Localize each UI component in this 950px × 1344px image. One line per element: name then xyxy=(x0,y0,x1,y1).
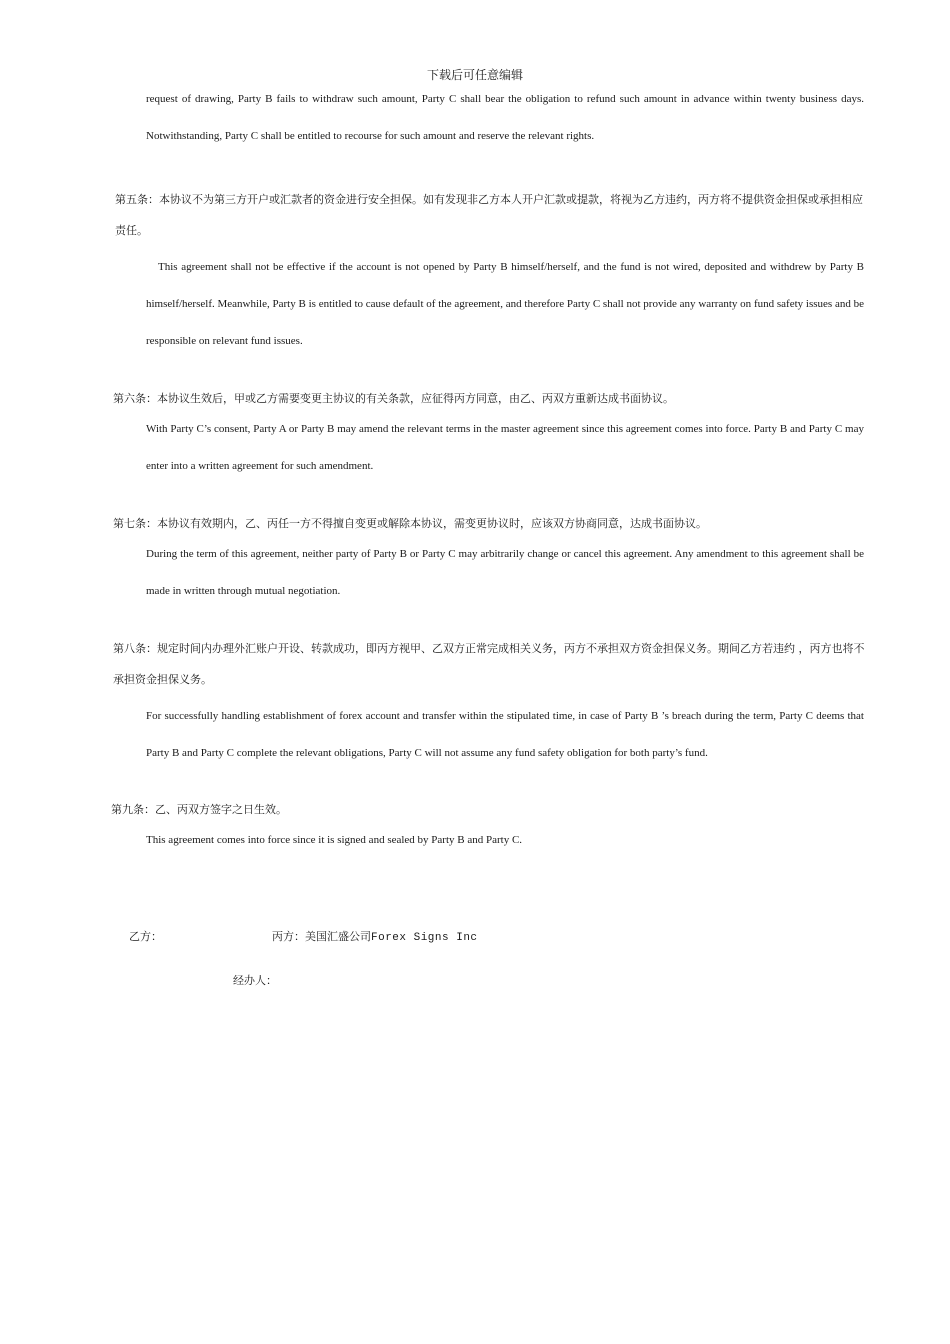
party-c-company-name: Forex Signs Inc xyxy=(371,932,478,944)
article-5-zh: 第五条：本协议不为第三方开户或汇款者的资金进行安全担保。如有发现非乙方本人开户汇款或提款，将视为乙方违约，丙方将不提供资金担保或承担相应责任。 xyxy=(115,193,863,237)
party-b-signature: 乙方： xyxy=(129,930,162,943)
handler-signature: 经办人： xyxy=(233,974,277,987)
article-5-en: This agreement shall not be effective if the account is not opened by Party B himself/herself, and the fund is not wired, deposited and withdrew by Party B himself/herself. Meanwhile, Party B is entitled to cause default of the agreement, and therefore Party C shall not provide any warranty on fund safety issues and be responsible on relevant fund issues. xyxy=(146,261,864,347)
continuation-paragraph-en: request of drawing, Party B fails to withdraw such amount, Party C shall bear the obligation to refund such amount in advance within twenty business days. Notwithstanding, Party C shall be entitled to recourse for such amount and reserve the relevant rights. xyxy=(146,93,864,142)
article-8-zh: 第八条：规定时间内办理外汇账户开设、转款成功，即丙方视甲、乙双方正常完成相关义务，丙方不承担双方资金担保义务。期间乙方若违约 ，丙方也将不承担资金担保义务。 xyxy=(113,642,865,686)
article-8-en: For successfully handling establishment of forex account and transfer within the stipulated time, in case of Party B ’s breach during the term, Party C deems that Party B and Party C complete the relevant obligations, Party C will not assume any fund safety obligation for both party’s fund. xyxy=(146,710,864,759)
article-6-en: With Party C’s consent, Party A or Party B may amend the relevant terms in the master agreement since this agreement comes into force. Party B and Party C may enter into a written agreement for such amendment. xyxy=(146,423,864,472)
article-9-zh: 第九条：乙、丙双方签字之日生效。 xyxy=(111,803,287,816)
article-7-zh: 第七条：本协议有效期内，乙、丙任一方不得擅自变更或解除本协议，需变更协议时，应该双方协商同意，达成书面协议。 xyxy=(113,517,707,530)
article-6-zh: 第六条：本协议生效后，甲或乙方需要变更主协议的有关条款，应征得丙方同意，由乙、丙双方重新达成书面协议。 xyxy=(113,392,674,405)
article-9-en: This agreement comes into force since it is signed and sealed by Party B and Party C. xyxy=(146,834,523,846)
party-c-label: 丙方：美国汇盛公司 xyxy=(272,930,371,943)
party-c-signature xyxy=(272,928,478,944)
article-7-en: During the term of this agreement, neither party of Party B or Party C may arbitrarily change or cancel this agreement. Any amendment to this agreement shall be made in written through mutual negotiation. xyxy=(146,548,864,597)
page-header: 下载后可任意编辑 xyxy=(426,68,523,82)
